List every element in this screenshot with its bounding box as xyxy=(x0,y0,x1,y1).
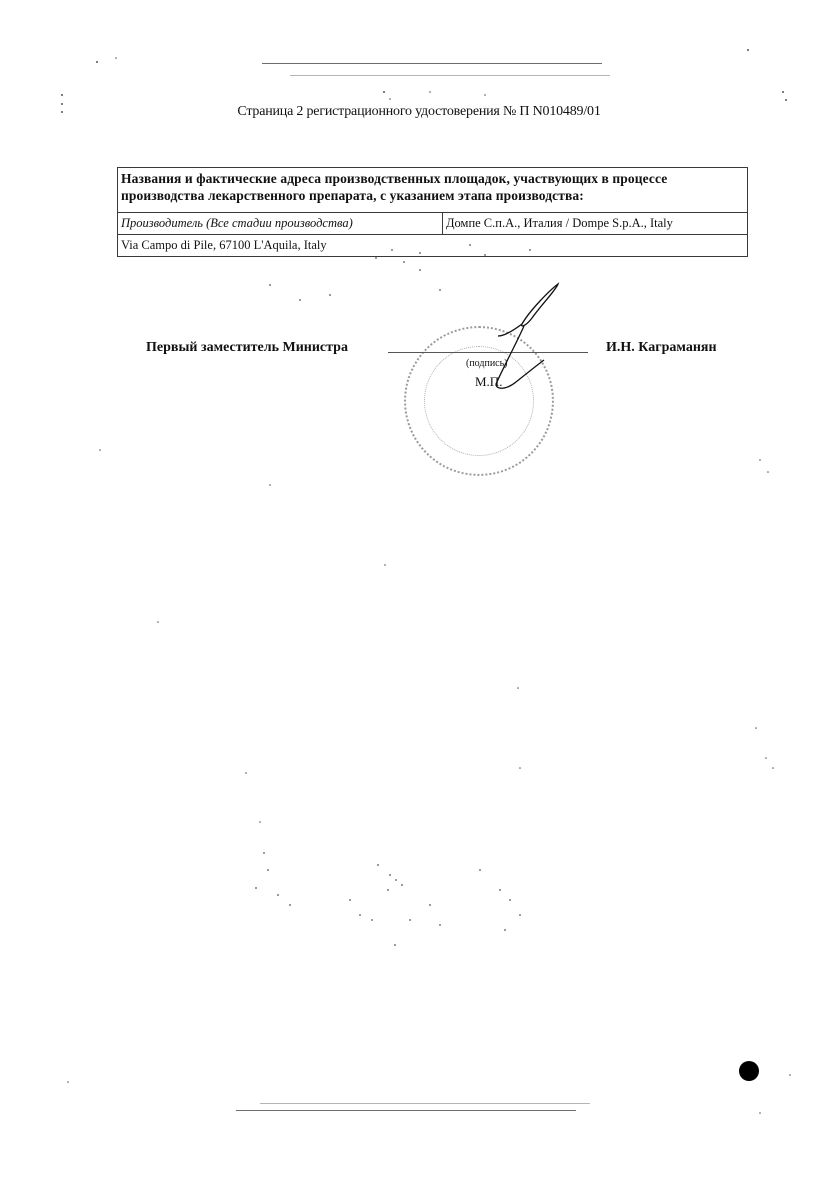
scan-artifact-top-line-2 xyxy=(290,75,610,76)
production-sites-table xyxy=(117,167,748,257)
table-heading-row xyxy=(118,168,748,213)
page-header: Страница 2 регистрационного удостоверения № П N010489/01 xyxy=(237,104,601,119)
signature-caption: (подпись) xyxy=(466,358,508,369)
signature-block xyxy=(0,340,838,360)
scan-artifact-top-line xyxy=(262,63,602,64)
punch-hole-mark xyxy=(739,1061,759,1081)
stamp-place-label: М.П. xyxy=(475,374,503,389)
table-heading-cell: Названия и фактические адреса производственных площадок, участвующих в процессе производства лекарственного препарата, с указанием этапа производства: xyxy=(118,168,748,213)
production-stage-cell: Производитель (Все стадии производства) xyxy=(118,213,443,235)
address-cell: Via Campo di Pile, 67100 L'Aquila, Italy xyxy=(118,235,748,257)
signatory-name: И.Н. Каграманян xyxy=(606,340,717,355)
scan-artifact-bottom-line xyxy=(260,1103,590,1104)
table-row xyxy=(118,213,748,235)
handwritten-signature-icon xyxy=(460,280,570,400)
scan-artifact-bottom-line-2 xyxy=(236,1110,576,1111)
table-row xyxy=(118,235,748,257)
manufacturer-cell: Домпе С.п.А., Италия / Dompe S.p.A., Italy xyxy=(443,213,748,235)
signatory-title: Первый заместитель Министра xyxy=(146,340,348,355)
